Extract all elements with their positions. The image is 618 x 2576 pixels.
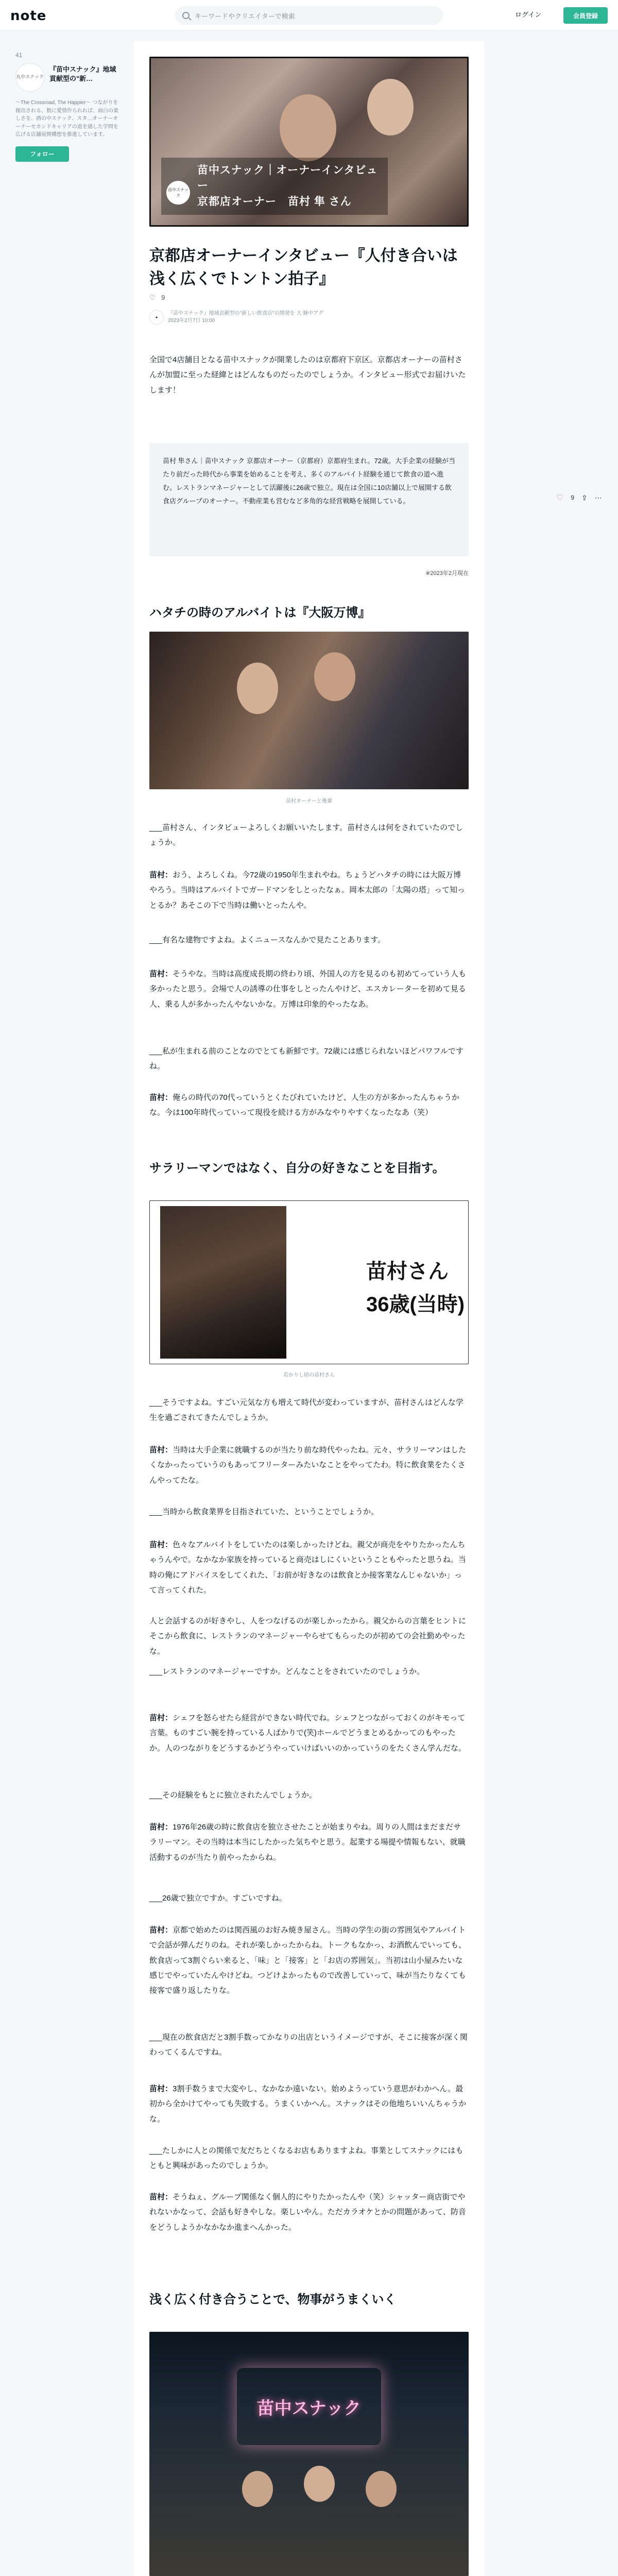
- answer-text: 当時は大手企業に就職するのが当たり前な時代やったね。元々、サラリーマンはしたくなかったっていうのもあってフリーターみたいなことをやってたわ。特に飲食業をたくさんやってたな。: [149, 1446, 467, 1485]
- photo-caption: 若かりし頃の苗村さん: [283, 1372, 335, 1378]
- search-input[interactable]: [175, 6, 443, 25]
- interview-question: ___そうですよね。すごい元気な方も増えて時代が変わっていますが、苗村さんはどんな学生を過ごされてきたんでしょうか。: [149, 1398, 464, 1422]
- hero-badge: 苗中スナック: [166, 181, 190, 205]
- hero-banner-line1: 苗中スナック｜オーナーインタビュー: [197, 164, 378, 192]
- answer-text: 京都で始めたのは関西風のお好み焼き屋さん。当時の学生の街の雰囲気やアルバイトで会話が弾んだりのね。それが楽しかったからね。トークもなかっ、お酒飲んでいっても、飲食店って3割ぐらい来ると、「味」と「接客」と「お店の雰囲気」。当初は山小屋みたいな感じでやっていたんやけどね。つどけよかったもので改善していって、味が当たりなくても接客で盛り返したりな。: [149, 1926, 467, 1995]
- article-photo: [149, 1200, 469, 1364]
- interview-answer: [149, 1443, 469, 1488]
- speaker-label: 苗村：: [149, 1714, 173, 1722]
- article-meta: [149, 310, 323, 325]
- speaker-label: 苗村：: [149, 2193, 173, 2201]
- signup-button[interactable]: 会員登録: [563, 7, 608, 24]
- interview-question: ___有名な建物ですよね。よくニュースなんかで見たことあります。: [149, 936, 386, 944]
- speaker-label: 苗村：: [149, 1093, 173, 1102]
- search-icon: [182, 12, 190, 19]
- speaker-label: 苗村：: [149, 1446, 173, 1454]
- interview-question: ___26歳で独立ですか。すごいですね。: [149, 1894, 287, 1903]
- interview-answer: 人と会話するのが好きやし、人をつなげるのが楽しかったから。親父からの言葉をヒントにそこから飲食に、レストランのマネージャーやらせてもらったのが初めての会社勤めやったな。: [149, 1617, 467, 1656]
- article-title: 京都店オーナーインタビュー『人付き合いは浅く広くでトントン拍子』: [149, 247, 458, 287]
- portrait-photo: [160, 1206, 286, 1359]
- speaker-label: 苗村：: [149, 1823, 173, 1832]
- answer-text: そうやな。当時は高度成長期の終わり頃、外国人の方を見るのも初めてっていう人も多かったと思う。会場で人の誘導の仕事をしとったんやけど、エスカレーターを初めて見る人、乗る人が多かったんやないかな。万博は印象的やったなあ。: [149, 970, 467, 1009]
- hero-person-face: [280, 94, 336, 161]
- author-name[interactable]: 『苗中スナック』地域貢献型の"新しい飲食店"の開発を 大 継中アグ: [168, 311, 323, 316]
- answer-text: おう、よろしくね。今72歳の1950年生まれやね。ちょうどハタチの時には大阪万博やろう。当時はアルバイトでガードマンをしとったなぁ。岡本太郎の「太陽の塔」って知っとるか？あそこの下で当時は働いとったんや。: [149, 871, 466, 910]
- hero-banner: [161, 158, 388, 215]
- more-icon[interactable]: ⋯: [594, 493, 602, 502]
- photo-person-face: [237, 663, 278, 714]
- interview-answer: [149, 967, 469, 1012]
- heart-icon[interactable]: ♡: [556, 494, 564, 502]
- heart-icon[interactable]: ♡: [149, 294, 156, 301]
- profile-box: 苗村 隼さん｜苗中スナック 京都店オーナー（京都府）京都府生まれ。72歳。大手企業の経験が当たり前だった時代から事業を始めることを考え、多くのアルバイト経験を通じて飲食の道へ進む。レストランマネージャーとして活躍後に26歳で独立。現在は全国に10店舗以上で展開する飲食店グループのオーナー。不動産業も営むなど多角的な経営戦略を展開している。: [149, 443, 469, 556]
- answer-text: 1976年26歳の時に飲食店を独立させたことが始まりやね。周りの人間はまだまだサラリーマン。その当時は本当にしたかった気ちやと思う。起業する場提や情報もない、就職活動するのが当たり前やったからね。: [149, 1823, 466, 1862]
- interview-answer: [149, 2081, 469, 2127]
- interview-answer: [149, 1090, 469, 1121]
- author-avatar[interactable]: ●: [149, 310, 164, 325]
- speaker-label: 苗村：: [149, 2084, 173, 2093]
- photo-age: 36歳(当時): [366, 1293, 465, 1316]
- search-placeholder: キーワードやクリエイターで検索: [195, 12, 295, 20]
- interview-answer: [149, 868, 469, 913]
- article-intro: 全国で4店舗目となる苗中スナックが開業したのは京都府下京区。京都店オーナーの苗村さんが加盟に至った経緯とはどんなものだったのでしょうか。インタビュー形式でお届けいたします！: [149, 355, 466, 395]
- photo-person-face: [304, 2466, 335, 2502]
- follow-button[interactable]: フォロー: [15, 146, 69, 162]
- creator-count: 41: [15, 52, 23, 59]
- interview-answer: [149, 1820, 469, 1865]
- section-heading: ハタチの時のアルバイトは『大阪万博』: [149, 606, 371, 620]
- speaker-label: 苗村：: [149, 1540, 173, 1549]
- like-count: 9: [161, 294, 165, 301]
- photo-person-face: [242, 2471, 273, 2507]
- answer-text: 俺らの時代の70代っていうとくたびれていたけど、人生の方が多かったんちゃうかな。今は100年時代っていって現役を続ける方がみなやりやすくなったなあ（笑）: [149, 1093, 459, 1117]
- creator-sidebar: [15, 52, 118, 162]
- hero-image: [149, 57, 469, 227]
- interview-question: ___たしかに人との関係で友だちとくなるお店もありますよね。事業としてスナックにはもともと興味があったのでしょうか。: [149, 2146, 464, 2171]
- article-photo: [149, 2332, 469, 2576]
- interview-answer: [149, 1923, 469, 1998]
- interview-question: ___苗村さん、インタビューよろしくお願いいたします。苗村さんは何をされていたのでしょうか。: [149, 823, 464, 848]
- answer-text: 色々なアルバイトをしていたのは楽しかったけどね。親父が商売をやりたかったんちゃうんやで。なかなか家族を持っていると商売はしにくいということもやったと思うね。当時の俺にアドバイスをしてくれた、「お前が好きなのは飲食とか接客業なんじゃないか」って言ってくれた。: [149, 1540, 466, 1595]
- speaker-label: 苗村：: [149, 871, 173, 879]
- interview-answer: [149, 1537, 469, 1598]
- answer-text: そうねぇ、グループ関係なく個人的にやりたかったんや（笑）シャッター商店街でやれないかなって、会話も好きやしな。楽しいやん。ただカラオケとかの問題があって、防音をどうしようかなかなか進まへんかった。: [149, 2193, 466, 2232]
- hero-person-face: [367, 79, 414, 135]
- article-likes[interactable]: [149, 294, 165, 302]
- interview-question: ___私が生まれる前のことなのでとても新鮮です。72歳には感じられないほどパワフルですね。: [149, 1047, 464, 1071]
- floating-actions: [556, 493, 602, 503]
- article-column: [134, 41, 484, 2576]
- interview-answer: [149, 2190, 469, 2235]
- creator-name[interactable]: 『苗中スナック』地域貢献型の"新…: [49, 65, 116, 82]
- interview-question: ___その経験をもとに独立されたんでしょうか。: [149, 1791, 317, 1800]
- neon-sign: 苗中スナック: [237, 2368, 381, 2445]
- photo-person-face: [366, 2471, 397, 2507]
- publish-date: 2023年2月7日 10:00: [168, 318, 215, 324]
- profile-date: ※2023年2月現在: [425, 570, 469, 577]
- creator-avatar[interactable]: 丸中スナック: [15, 63, 44, 92]
- login-link[interactable]: ログイン: [515, 11, 542, 19]
- interview-question: ___現在の飲食店だと3割手数ってかなりの出店というイメージですが、そこに接客が深く関わってくるんですね。: [149, 2033, 468, 2057]
- speaker-label: 苗村：: [149, 970, 173, 978]
- article-photo: [149, 632, 469, 789]
- photo-overlay-text: [366, 1255, 465, 1321]
- interview-answer: [149, 1710, 469, 1756]
- note-logo[interactable]: note: [10, 8, 47, 24]
- answer-text: 3割手数うまで大変やし、なかなか遠いない。始めようっていう意思がわかへん。最初から全かけてやっても失敗する。うまくいかへん。スナックはその他地ちいいんちゃうかな。: [149, 2084, 467, 2124]
- photo-caption: 苗村オーナーと後輩: [286, 799, 332, 804]
- photo-name: 苗村さん: [366, 1260, 449, 1283]
- hero-banner-line2: 京都店オーナー 苗村 隼 さん: [197, 195, 352, 208]
- interview-question: ___当時から飲食業界を目指されていた、ということでしょうか。: [149, 1507, 379, 1516]
- section-heading: サラリーマンではなく、自分の好きなことを目指す。: [149, 1161, 445, 1175]
- photo-person-face: [314, 652, 355, 701]
- top-navigation-bar: [0, 0, 618, 31]
- interview-question: ___レストランのマネージャーですか。どんなことをされていたのでしょうか。: [149, 1667, 424, 1676]
- section-heading: 浅く広く付き合うことで、物事がうまくいく: [149, 2293, 397, 2307]
- answer-text: シェフを怒らせたら経営ができない時代でね。シェフとつながっておくのがキモって言葉。ものすごい腕を持っている人ばかりで(笑)ホールでどうまとめるかってのもやったか。人のつながりをどうするかどうやっていけばいいのかっていうのをたくさん学んだな。: [149, 1714, 467, 1753]
- share-icon[interactable]: ⇪: [581, 493, 588, 502]
- speaker-label: 苗村：: [149, 1926, 173, 1935]
- floating-like-count: 9: [571, 494, 575, 501]
- creator-description: 〜The Crossroad, The Happier〜 つながりを創出される、数に愛情作られれば、面白の楽しさを、酒の中スナック、スタ…オーナーオーナーセカンドキャリアの道を通した学問を広げる店舗展開構想を推進しています。: [15, 100, 118, 138]
